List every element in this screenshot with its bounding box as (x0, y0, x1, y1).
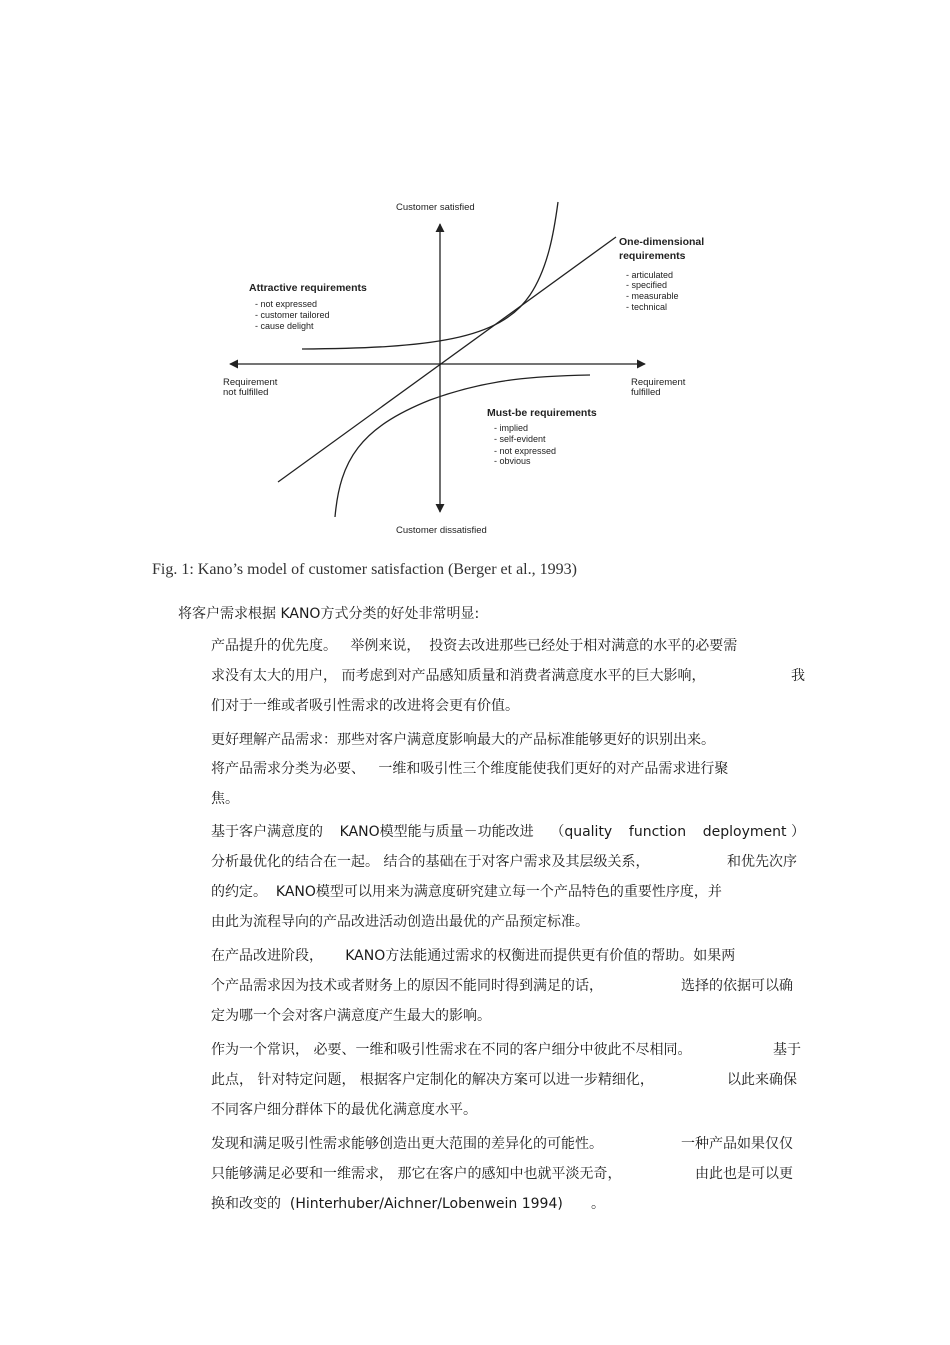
text-line: 焦。 (211, 791, 239, 807)
y-bottom-label: Customer dissatisfied (396, 525, 487, 536)
text-span: 选择的依据可以确 (681, 978, 793, 994)
text-span: 只能够满足必要和一维需求， 那它在客户的感知中也就平淡无奇， (211, 1166, 622, 1182)
must-be-item: - self-evident (494, 434, 546, 444)
y-top-label: Customer satisfied (396, 202, 475, 213)
text-line: 在产品改进阶段， KANO方法能通过需求的权衡进而提供更有价值的帮助。如果两 (211, 948, 736, 964)
x-left-label-1: Requirement (223, 377, 278, 388)
text-span: 作为一个常识， 必要、一维和吸引性需求在不同的客户细分中彼此不尽相同。 (211, 1042, 692, 1058)
text-line: 更好理解产品需求：那些对客户满意度影响最大的产品标准能够更好的识别出来。 (211, 732, 715, 748)
x-left-label-2: not fulfilled (223, 387, 269, 398)
one-dimensional-title-2: requirements (619, 250, 686, 262)
text-line (211, 1195, 605, 1213)
intro-sentence: 将客户需求根据 KANO方式分类的好处非常明显: (178, 606, 480, 622)
text-span: 。 (591, 1196, 605, 1212)
attractive-title: Attractive requirements (249, 282, 367, 294)
one-dimensional-item: - technical (626, 302, 668, 312)
text-span: 分析最优化的结合在一起。 结合的基础在于对客户需求及其层级关系， (211, 854, 650, 870)
text-line (211, 1165, 793, 1183)
text-line (211, 977, 793, 995)
one-dimensional-line (278, 237, 616, 482)
one-dimensional-item: - measurable (626, 291, 679, 301)
one-dimensional-item: - articulated (626, 270, 674, 280)
one-dimensional-item: - specified (626, 280, 668, 290)
text-line (211, 1135, 793, 1153)
one-dimensional-title-1: One-dimensional (619, 236, 705, 248)
text-span: （quality (550, 824, 613, 840)
text-span: 发现和满足吸引性需求能够创造出更大范围的差异化的可能性。 (211, 1136, 603, 1152)
text-line: 产品提升的优先度。 举例来说， 投资去改进那些已经处于相对满意的水平的必要需 (211, 638, 738, 654)
text-span: 基于 (773, 1042, 801, 1058)
text-span: 求没有太大的用户， 而考虑到对产品感知质量和消费者满意度水平的巨大影响， (211, 668, 706, 684)
must-be-item: - not expressed (494, 446, 557, 456)
text-span: 换和改变的 (Hinterhuber/Aichner/Lobenwein 1994) (211, 1196, 563, 1212)
text-line: 们对于一维或者吸引性需求的改进将会更有价值。 (211, 698, 519, 714)
text-span: 此点， 针对特定问题， 根据客户定制化的解决方案可以进一步精细化， (211, 1072, 654, 1088)
text-span: deployment ） (702, 824, 805, 840)
attractive-item: - cause delight (255, 321, 314, 331)
text-line: 由此为流程导向的产品改进活动创造出最优的产品预定标准。 (211, 914, 589, 930)
must-be-title: Must-be requirements (487, 407, 597, 419)
x-right-label-1: Requirement (631, 377, 686, 388)
text-span: 基于客户满意度的 (211, 824, 323, 840)
text-line: 的约定。 KANO模型可以用来为满意度研究建立每一个产品特色的重要性序度，并 (211, 884, 722, 900)
attractive-curve (302, 202, 558, 349)
text-span: 一种产品如果仅仅 (681, 1136, 793, 1152)
text-line: 将产品需求分类为必要、 一维和吸引性三个维度能使我们更好的对产品需求进行聚 (211, 761, 729, 777)
text-span: 个产品需求因为技术或者财务上的原因不能同时得到满足的话， (211, 978, 603, 994)
text-span: function (628, 824, 687, 840)
attractive-item: - customer tailored (255, 310, 330, 320)
must-be-item: - implied (494, 423, 529, 433)
text-line (211, 667, 805, 685)
text-line: 不同客户细分群体下的最优化满意度水平。 (211, 1102, 477, 1118)
text-span: 由此也是可以更 (695, 1166, 793, 1182)
text-span: 以此来确保 (727, 1072, 797, 1088)
text-span: 和优先次序 (727, 854, 797, 870)
text-span: 我 (791, 668, 805, 684)
kano-model-figure (200, 190, 730, 550)
must-be-item: - obvious (494, 456, 531, 466)
text-line (211, 1071, 797, 1089)
text-line (211, 853, 797, 871)
attractive-item: - not expressed (255, 299, 318, 309)
x-right-label-2: fulfilled (631, 387, 661, 398)
figure-caption: Fig. 1: Kano’s model of customer satisfaction (Berger et al., 1993) (152, 561, 577, 578)
text-line (211, 1041, 801, 1059)
text-line: 定为哪一个会对客户满意度产生最大的影响。 (211, 1008, 491, 1024)
text-line (211, 823, 805, 841)
text-span: KANO模型能与质量－功能改进 (339, 824, 534, 840)
